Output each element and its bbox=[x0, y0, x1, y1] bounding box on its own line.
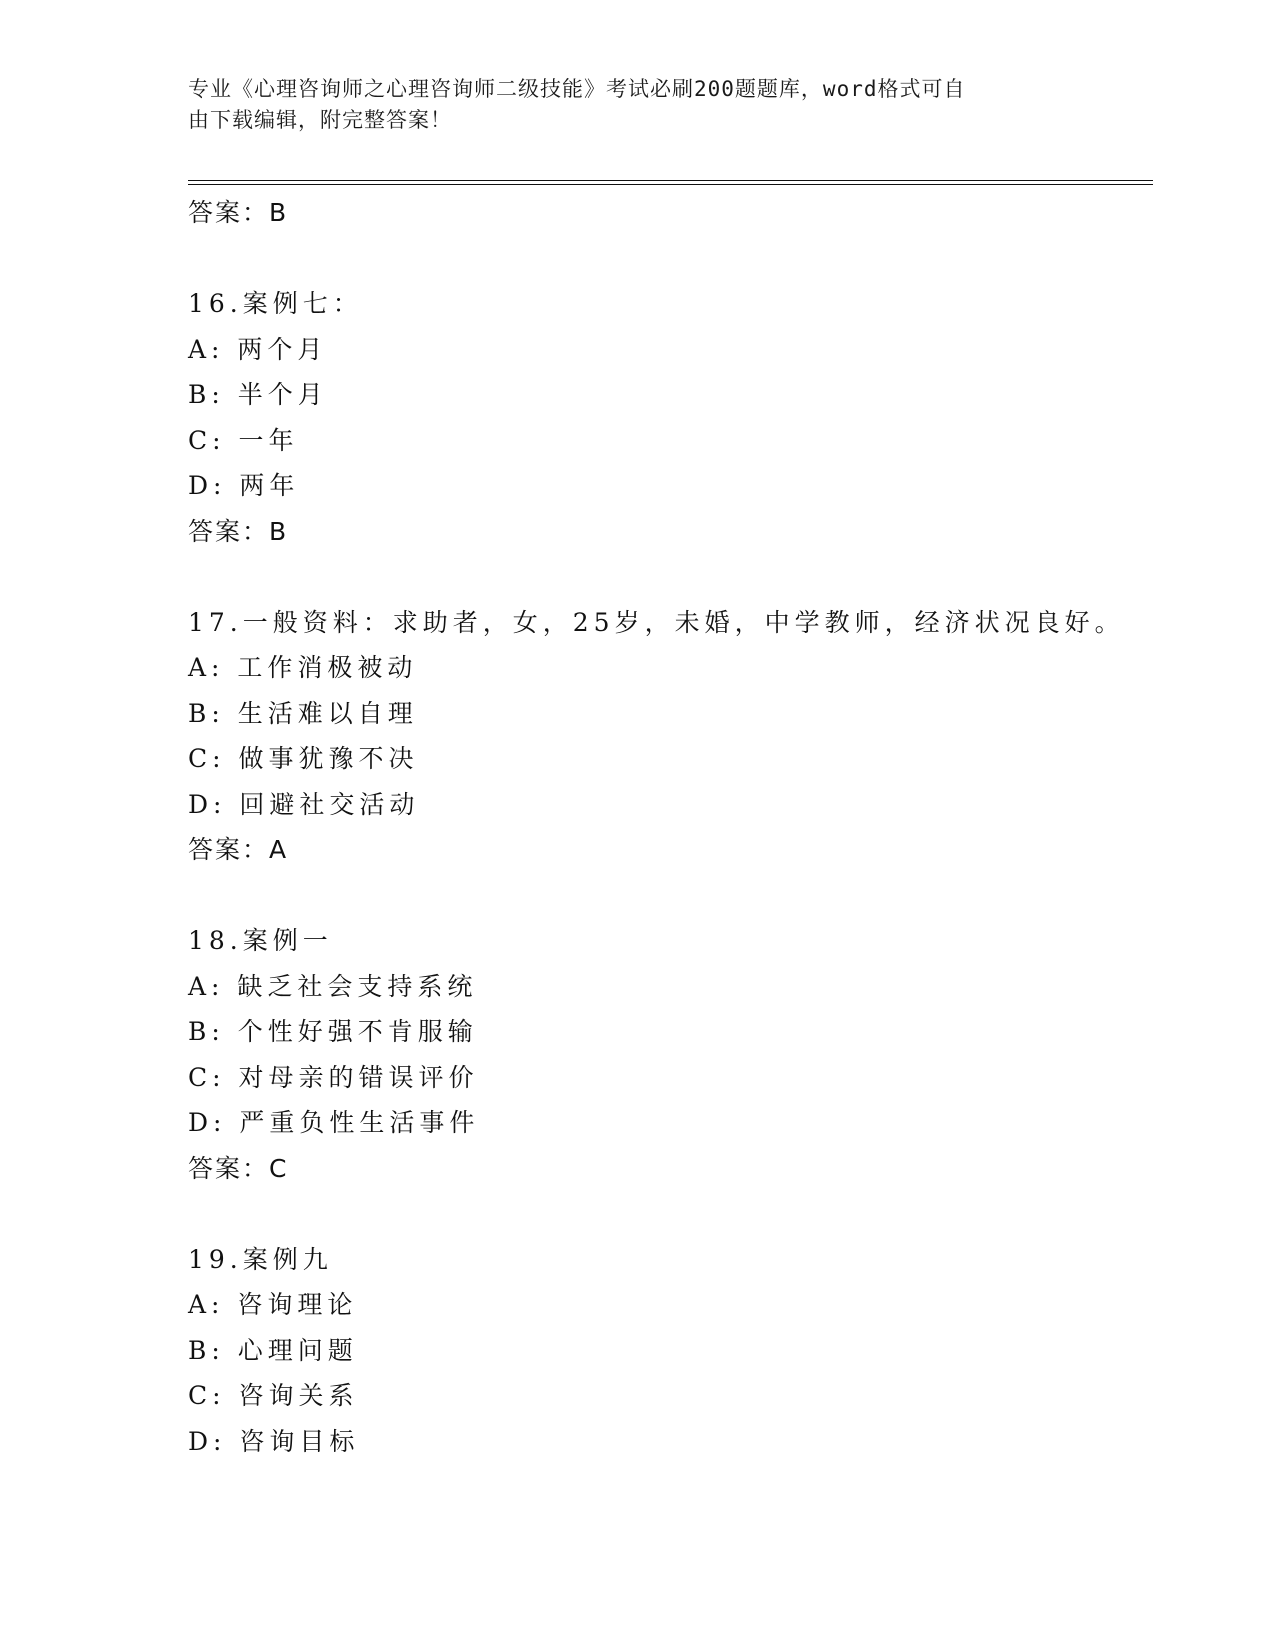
question-18 bbox=[188, 918, 1153, 1191]
question-16 bbox=[188, 281, 1153, 554]
option-d: D: 严重负性生活事件 bbox=[188, 1108, 480, 1137]
option-b: B: 个性好强不肯服输 bbox=[188, 1017, 478, 1046]
option-c: C: 对母亲的错误评价 bbox=[188, 1062, 479, 1092]
spacer bbox=[188, 873, 1153, 919]
header-title-line-1: 专业《心理咨询师之心理咨询师二级技能》考试必刷200题题库，word格式可自 bbox=[188, 77, 966, 101]
option-b: B: 生活难以自理 bbox=[188, 698, 418, 728]
answer-line: 答案：B bbox=[188, 516, 289, 546]
option-d: D: 回避社交活动 bbox=[188, 789, 420, 819]
question-stem: 16.案例七： bbox=[188, 289, 363, 318]
header-title-line-2: 由下载编辑，附完整答案！ bbox=[188, 108, 452, 132]
question-19 bbox=[188, 1237, 1153, 1465]
question-17 bbox=[188, 600, 1153, 873]
answer-line: 答案：C bbox=[188, 1153, 289, 1183]
option-a: A: 两个月 bbox=[188, 334, 328, 364]
document-header bbox=[188, 74, 1068, 136]
question-stem: 18.案例一 bbox=[188, 926, 333, 955]
option-a: A: 缺乏社会支持系统 bbox=[188, 971, 478, 1001]
spacer bbox=[188, 1191, 1153, 1237]
option-d: D: 两年 bbox=[188, 471, 300, 500]
option-b: B: 半个月 bbox=[188, 380, 328, 409]
option-d: D: 咨询目标 bbox=[188, 1426, 360, 1456]
spacer bbox=[188, 554, 1153, 600]
option-c: C: 做事犹豫不决 bbox=[188, 744, 419, 773]
spacer bbox=[188, 236, 1153, 282]
header-divider-bottom bbox=[188, 184, 1153, 185]
document-body bbox=[188, 190, 1153, 1464]
answer-line: 答案：B bbox=[188, 198, 289, 227]
header-divider-top bbox=[188, 180, 1153, 181]
option-a: A: 工作消极被动 bbox=[188, 653, 418, 682]
question-stem: 19.案例九 bbox=[188, 1244, 333, 1274]
answer-line: 答案：A bbox=[188, 835, 289, 864]
option-b: B: 心理问题 bbox=[188, 1335, 358, 1365]
option-a: A: 咨询理论 bbox=[188, 1290, 358, 1319]
option-c: C: 一年 bbox=[188, 425, 299, 455]
option-c: C: 咨询关系 bbox=[188, 1381, 359, 1410]
question-stem: 17.一般资料：求助者，女，25岁，未婚，中学教师，经济状况良好。 bbox=[188, 607, 1125, 637]
